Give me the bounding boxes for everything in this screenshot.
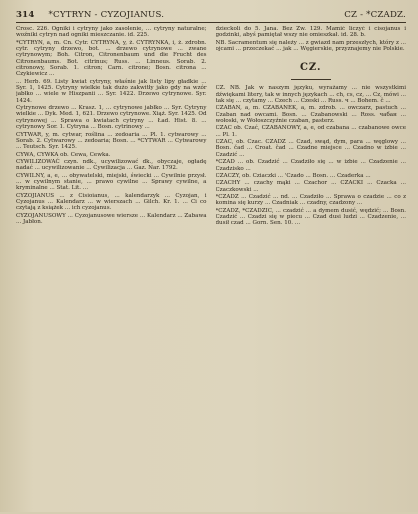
dictionary-entry: CZ. NB. Jak w naszym języku, wyrażamy ... nie wszystkimi dźwiękami litery, tak w innych językach ... ch, cs, cz, ... Cz, mówi ... tak się ... czytamy ... Czech ... Czeski ... Russ. ч ... Bohem. č ...: [215, 85, 406, 105]
dictionary-entry: Crosc. 226. Ogniki i cytryny jako zasolenie, ... cytryny naturalne; woźniki cytryn nad ogniki mieszczanie. id. 225.: [16, 26, 207, 39]
dictionary-entry: Cytrynowe drzewo ... Krasz. 1, ... cytrynowe jabłko ... Syr. Cytryny wielkie ... Dyk. Med. 1, 621. Drzewo cytrynowe. Xiąż. Syr. 1425. Od cytrynowej ... Sprawa o kwiatach cytryny ... Ład. Hist. 8. ... cytrynowy Sor. 1. Cytryna ... Bosn. cytrinowy ...: [16, 105, 207, 131]
dictionary-entry: CZAC, ob. Czac. CZADZ ... Czad, swąd, dym, para ... węglowy ... Bosn. čad ... Croat. čad ... Czadne miejsce ... Czadno w izbie ... Czadzić ...: [215, 139, 406, 158]
dictionary-entry: CYTWAR, y, m. cytwar, roślina ... zedoaria ... Pl. 1. cytwarowy ... Sorab. 2. Cytwarowy ... zedoaria; Bosn. ... *CYTWAR ... Cytwarowy ... Teutsch. Syr. 1425.: [16, 131, 207, 151]
dictionary-entry: CZAC ob. Czać, CZABANOWY, a, e, od czabana ... czabanowe owce ... Pl. 1.: [215, 125, 406, 138]
dictionary-entry: *CZADZ, *CZADZIC, ... czadzić ... a dymem dusić, wędzić; ... Bosn. Czadzić ... Czadzi się w piecu ... Czad dusi ludzi ... Czadzenie, ... dusił czad ... Gorn. Sen. 10. ...: [215, 207, 406, 227]
dictionary-entry: *CZAD ... ob. Czadzić ... Czadziło się ... w izbie ... Czadzenie ... Czadzisko ...: [215, 159, 406, 172]
dictionary-entry: CYWILIZOWAĆ czyn. ndk., ucywilizować dk., obyczaje, ogładę nadać ... ucywilizowanie ... Cywilizacja ... Gaz. Nar. 1792.: [16, 158, 207, 172]
divider: [291, 79, 331, 80]
dictionary-entry: CYWA, CYWKA ob. Cewa, Cewka.: [16, 151, 111, 158]
running-header: [16, 10, 406, 23]
dictionary-entry: dzieckoli do 5. Jana. Bez Zw. 129. Mamić liczyć i cisojanus i godzinki, abyś pamiętał wszy nie omieszkał. id. 28. b.: [215, 26, 406, 39]
left-column: [16, 26, 207, 514]
page-number: 314: [16, 10, 35, 20]
dictionary-entry: CZABAN, a, m. CZABANEK, a, m. zdrob. ... owczarz, pastuch ... Czaban nad owcami. Bosn. ... Czabanowski ... Ross. чабан ... wołoski, w Wołoszczyźnie czaban, pasterz.: [215, 105, 406, 125]
dictionary-entry: CZACHY ... czachy mąki ... Czachor ... CZACKI ... Czacka ... Czaczkowski ...: [215, 180, 406, 193]
dictionary-entry: *CYTRYN, a, m. Cn. Cytr. CYTRYNA, y, ż. CYTRYNKA, i, ż. zdrobn. cytr. cytryny drzewo, bot. ... drzewo cytrynowe ... zwane cytrynowym; Boh. Citron, Citronenbaum und die Frucht des Citronenbaums. Bot. citrinus; Russ. ... Linneus. Sorab. 2. citronowy, Sorab. 1. citron; Carn. citrone; Bosn. citrona ... Czykiewicz ...: [16, 39, 207, 78]
left-running-title: *CYTRYN - CYZOJIANUS.: [48, 10, 165, 20]
dictionary-entry: ... Herb. 69. Listy kwiat cytryny, właśnie jak listy lipy gładkie ... Syr. 1, 1425. Cytryny wielkie tak dużo zakwitły jako gdy na wzór jabłko ... wiele w Hiszpanii ... Syr. 1422. Drzewo cytrynowe. Syr. 1424.: [16, 78, 207, 104]
text-columns: [16, 26, 406, 514]
dictionary-entry: CYZOJANUSOWY ... Cyzojanusowe wiersze ... Kalendarz ... Zabawa ... Jabłon.: [16, 212, 207, 225]
right-column: [216, 26, 407, 514]
dictionary-entry: CYWILNY, a, e, ... obywatelski, miejski, świecki ... Cywilnie przysł. ... w cywilnym stanie, ... prawo cywilne ... Sprawy cywilne, a kryminalne ... Stat. Lit. ...: [16, 172, 207, 192]
dictionary-note: NB. Sacramentum się należy ... z gwiazd nam przeszłych, który z ... ojcami ... przeczekać ... jak ... Węgierskie, przyznajemy nie Polskie.: [215, 39, 406, 53]
dictionary-entry: *CZADZ ... Czadzić ... nd. ... Czadziło ... Sprawa o czadzie ... co z komina się kurzy ... Czadniak ... czadny, czadzony ...: [215, 193, 406, 207]
dictionary-entry: CZACZY, ob. Cziaczki ... 'Czado ... Bosn. ... Czaderka ...: [215, 172, 371, 179]
right-running-title: CZ - *CZADZ.: [344, 10, 406, 20]
section-heading: CZ.: [299, 62, 322, 74]
dictionary-entry: CYZOJIANUS ... z Cisioianus, ... kalendarzyk ... Cyzojan, i Cyzojanus ... Kalendarz ... w wierszach ... Gilch. Kr. 1. ... Ci co czytają z książek ... ich cyzojanus.: [16, 192, 207, 212]
